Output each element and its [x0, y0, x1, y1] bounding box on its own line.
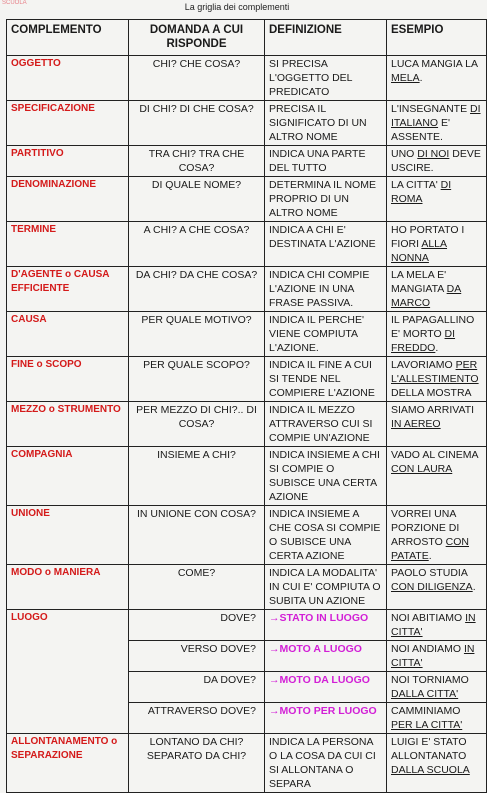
example-text-end: DEVE USCIRE.: [391, 148, 481, 174]
table-row: [7, 56, 487, 101]
example-complement: MELA: [391, 72, 420, 84]
complement-example: [387, 357, 487, 402]
example-complement: CON LAURA: [391, 463, 453, 475]
complement-definition: INDICA CHI COMPIE L'AZIONE IN UNA FRASE PASSIVA.: [265, 267, 387, 312]
complement-definition: [265, 610, 387, 641]
complement-example: [387, 734, 487, 793]
complement-question: DA CHI? DA CHE COSA?: [129, 267, 265, 312]
complement-definition: SI PRECISA L'OGGETTO DEL PREDICATO: [265, 56, 387, 101]
example-text-end: .: [472, 581, 476, 593]
complement-example: [387, 56, 487, 101]
table-row: [7, 267, 487, 312]
table-row: [7, 565, 487, 610]
arrow-right-icon: →: [269, 612, 280, 624]
table-row: [7, 734, 487, 793]
complement-example: [387, 506, 487, 565]
complement-question: CHI? CHE COSA?: [129, 56, 265, 101]
complement-question: DI QUALE NOME?: [129, 177, 265, 222]
complement-name: DENOMINAZIONE: [7, 177, 129, 222]
complement-name: PARTITIVO: [7, 146, 129, 177]
table-row: [7, 177, 487, 222]
complement-name: UNIONE: [7, 506, 129, 565]
example-text: CAMMINIAMO: [391, 705, 461, 717]
complement-example: [387, 447, 487, 506]
complement-definition: [265, 672, 387, 703]
example-complement: PER L'ALLESTIMENTO: [391, 359, 479, 385]
header-complemento: COMPLEMENTO: [7, 20, 129, 56]
luogo-type: MOTO DA LUOGO: [279, 674, 370, 686]
complement-definition: INDICA IL FINE A CUI SI TENDE NEL COMPIERE L'AZIONE: [265, 357, 387, 402]
complement-name: SPECIFICAZIONE: [7, 101, 129, 146]
page-title: La griglia dei complementi: [184, 2, 290, 12]
complement-example: [387, 672, 487, 703]
corner-watermark: SCUOLA: [2, 0, 27, 6]
complement-question: TRA CHI? TRA CHE COSA?: [129, 146, 265, 177]
complement-definition: [265, 641, 387, 672]
complement-definition: INDICA INSIEME A CHE COSA SI COMPIE O SUBISCE UNA CERTA AZIONE: [265, 506, 387, 565]
complement-example: [387, 101, 487, 146]
table-row: [7, 146, 487, 177]
example-text: PAOLO STUDIA: [391, 567, 468, 579]
example-text: NOI ANDIAMO: [391, 643, 464, 655]
complement-definition: [265, 703, 387, 734]
complement-question: LONTANO DA CHI? SEPARATO DA CHI?: [129, 734, 265, 793]
luogo-type: MOTO A LUOGO: [279, 643, 362, 655]
table-body: [7, 56, 487, 793]
example-text-end: E' ASSENTE.: [391, 117, 451, 143]
header-esempio: ESEMPIO: [387, 20, 487, 56]
complement-question: INSIEME A CHI?: [129, 447, 265, 506]
example-text: VORREI UNA PORZIONE DI ARROSTO: [391, 508, 460, 548]
luogo-type: MOTO PER LUOGO: [279, 705, 377, 717]
complement-definition: INDICA IL MEZZO ATTRAVERSO CUI SI COMPIE UN'AZIONE: [265, 402, 387, 447]
example-text: LUIGI E' STATO ALLONTANATO: [391, 736, 467, 762]
table-row: [7, 222, 487, 267]
table-row-luogo: [7, 610, 487, 641]
complement-definition: INDICA LA MODALITA' IN CUI E' COMPIUTA O SUBITA UN AZIONE: [265, 565, 387, 610]
table-row: [7, 357, 487, 402]
example-text: NOI ABITIAMO: [391, 612, 466, 624]
example-complement: DA MARCO: [391, 283, 462, 309]
complement-question: DOVE?: [129, 610, 265, 641]
example-text: SIAMO ARRIVATI: [391, 404, 475, 416]
complement-name: LUOGO: [7, 610, 129, 734]
example-complement: DI NOI: [417, 148, 450, 160]
example-text: L'INSEGNANTE: [391, 103, 471, 115]
example-text-end: DELLA MOSTRA: [391, 387, 472, 399]
example-text: LA CITTA': [391, 179, 441, 191]
complement-example: [387, 267, 487, 312]
example-complement: IN CITTA': [391, 643, 475, 669]
complement-question: PER MEZZO DI CHI?.. DI COSA?: [129, 402, 265, 447]
header-definizione: DEFINIZIONE: [265, 20, 387, 56]
table-row: [7, 402, 487, 447]
table-row: [7, 447, 487, 506]
example-text: LA MELA E' MANGIATA: [391, 269, 447, 295]
example-text-end: .: [419, 72, 423, 84]
complement-example: [387, 177, 487, 222]
complement-name: CAUSA: [7, 312, 129, 357]
complement-name: FINE o SCOPO: [7, 357, 129, 402]
complement-definition: PRECISA IL SIGNIFICATO DI UN ALTRO NOME: [265, 101, 387, 146]
example-complement: ALLA NONNA: [391, 238, 448, 264]
example-complement: PER LA CITTA': [391, 719, 463, 731]
complement-definition: INDICA A CHI E' DESTINATA L'AZIONE: [265, 222, 387, 267]
example-complement: DALLA SCUOLA: [391, 764, 470, 776]
complement-example: [387, 312, 487, 357]
complement-example: [387, 565, 487, 610]
complement-name: OGGETTO: [7, 56, 129, 101]
example-text: NOI TORNIAMO: [391, 674, 469, 686]
complement-question: DA DOVE?: [129, 672, 265, 703]
example-text: HO PORTATO I FIORI: [391, 224, 465, 250]
luogo-type: STATO IN LUOGO: [279, 612, 369, 624]
example-text: VADO AL CINEMA: [391, 449, 478, 461]
complement-example: [387, 222, 487, 267]
example-complement: CON DILIGENZA: [391, 581, 473, 593]
example-text: LUCA MANGIA LA: [391, 58, 478, 70]
example-complement: IN CITTA': [391, 612, 476, 638]
table-row: [7, 506, 487, 565]
table-row: [7, 101, 487, 146]
complement-definition: INDICA UNA PARTE DEL TUTTO: [265, 146, 387, 177]
example-complement: DI ROMA: [391, 179, 452, 205]
complement-question: A CHI? A CHE COSA?: [129, 222, 265, 267]
example-complement: DI ITALIANO: [391, 103, 481, 129]
complement-example: [387, 703, 487, 734]
complement-name: COMPAGNIA: [7, 447, 129, 506]
complement-definition: INDICA IL PERCHE' VIENE COMPIUTA L'AZIONE.: [265, 312, 387, 357]
table-header-row: [7, 20, 487, 56]
complement-question: ATTRAVERSO DOVE?: [129, 703, 265, 734]
complement-name: MODO o MANIERA: [7, 565, 129, 610]
complement-definition: INDICA INSIEME A CHI SI COMPIE O SUBISCE UNA CERTA AZIONE: [265, 447, 387, 506]
complement-example: [387, 610, 487, 641]
example-text-end: .: [428, 550, 432, 562]
example-text-end: .: [435, 342, 439, 354]
header-domanda: DOMANDA A CUI RISPONDE: [129, 20, 265, 56]
complement-question: PER QUALE SCOPO?: [129, 357, 265, 402]
complement-definition: DETERMINA IL NOME PROPRIO DI UN ALTRO NOME: [265, 177, 387, 222]
complement-example: [387, 641, 487, 672]
complement-name: D'AGENTE o CAUSA EFFICIENTE: [7, 267, 129, 312]
arrow-right-icon: →: [269, 643, 280, 655]
complement-question: PER QUALE MOTIVO?: [129, 312, 265, 357]
example-text: LAVORIAMO: [391, 359, 456, 371]
complement-question: IN UNIONE CON COSA?: [129, 506, 265, 565]
complement-question: DI CHI? DI CHE COSA?: [129, 101, 265, 146]
arrow-right-icon: →: [269, 674, 280, 686]
example-complement: DI FREDDO: [391, 328, 456, 354]
example-complement: CON PATATE: [391, 536, 469, 562]
table-row: [7, 312, 487, 357]
complements-table: [6, 19, 487, 793]
arrow-right-icon: →: [269, 705, 280, 717]
example-text: IL PAPAGALLINO E' MORTO: [391, 314, 475, 340]
example-complement: DALLA CITTA': [391, 688, 459, 700]
example-text: UNO: [391, 148, 418, 160]
complement-definition: INDICA LA PERSONA O LA COSA DA CUI CI SI ALLONTANA O SEPARA: [265, 734, 387, 793]
complement-question: COME?: [129, 565, 265, 610]
complement-name: TERMINE: [7, 222, 129, 267]
complement-name: MEZZO o STRUMENTO: [7, 402, 129, 447]
complement-question: VERSO DOVE?: [129, 641, 265, 672]
complement-example: [387, 146, 487, 177]
complement-example: [387, 402, 487, 447]
complement-name: ALLONTANAMENTO o SEPARAZIONE: [7, 734, 129, 793]
example-complement: IN AEREO: [391, 418, 441, 430]
